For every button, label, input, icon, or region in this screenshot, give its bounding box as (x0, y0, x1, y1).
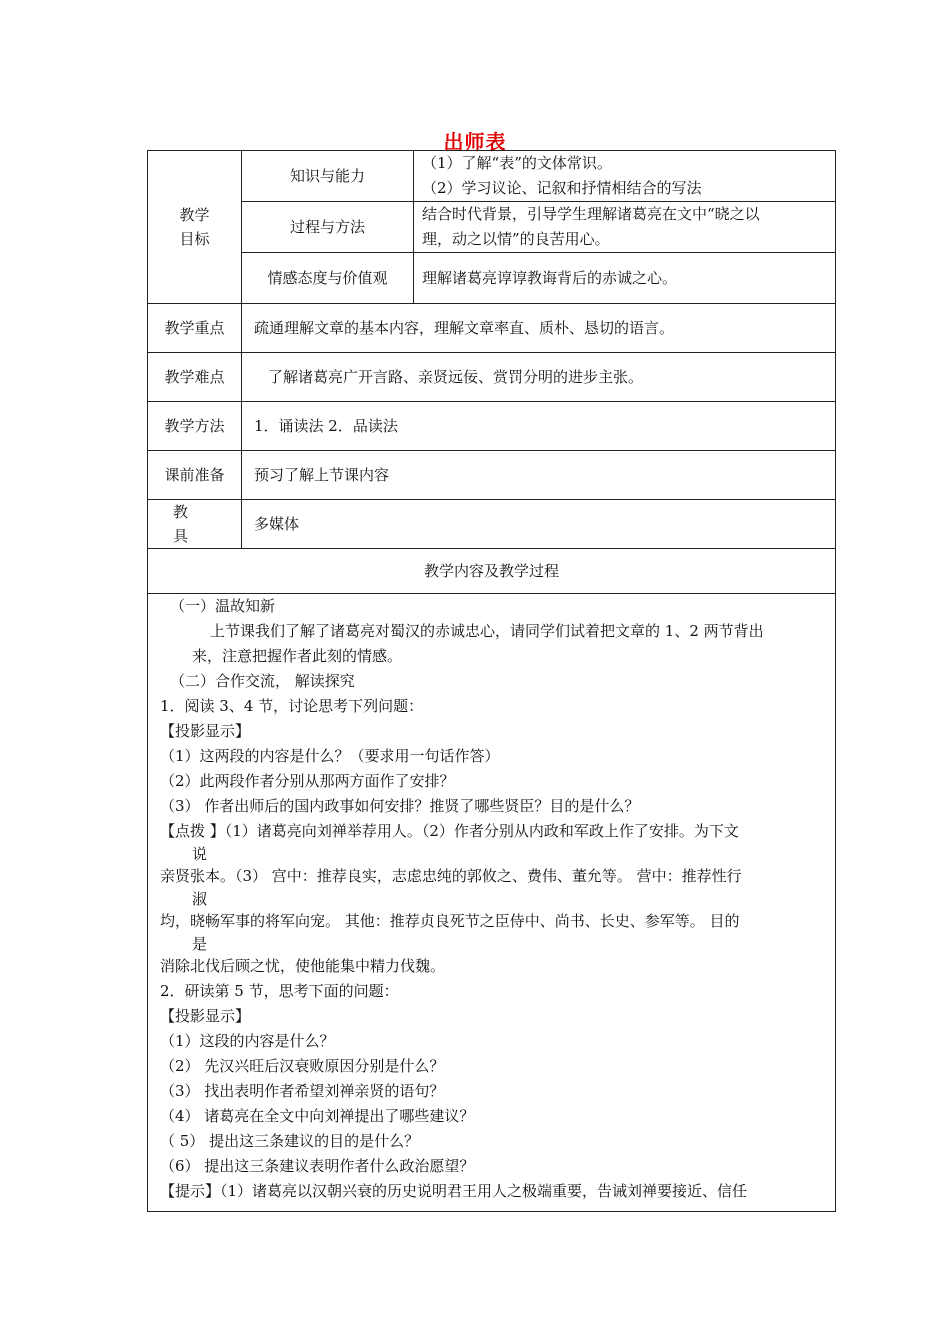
goal-process-content (414, 202, 836, 253)
goal-emotion-content (414, 253, 836, 304)
preparation-content: 预习了解上节课内容 (242, 451, 836, 500)
goal-knowledge-line: （1）了解“表”的文体常识。 (422, 154, 612, 172)
hint-wrap: 淑 (192, 890, 208, 908)
goals-label (148, 151, 242, 304)
document-title: 出师表 (443, 130, 507, 154)
question-item: （2） 先汉兴旺后汉衰败原因分别是什么？ (160, 1057, 445, 1075)
question-item: （3） 找出表明作者希望刘禅亲贤的语句？ (160, 1082, 445, 1100)
paragraph-line: 来，注意把握作者此刻的情感。 (192, 647, 403, 665)
hint-wrap: 是 (192, 935, 208, 953)
hint-line: 消除北伐后顾之忧，使他能集中精力伐魏。 (160, 957, 446, 975)
question-item: （3） 作者出师后的国内政事如何安排？推贤了哪些贤臣？目的是什么？ (160, 797, 640, 815)
question-item: （1）这段的内容是什么？ (160, 1032, 335, 1050)
goals-label-line1: 教学 (179, 206, 210, 224)
hint-line: 【提示】（1）诸葛亮以汉朝兴衰的历史说明君王用人之极端重要，告诫刘禅要接近、信任 (160, 1182, 748, 1200)
goal-knowledge-label: 知识与能力 (242, 151, 414, 202)
hint-wrap: 说 (192, 845, 208, 863)
difficulties-text: 了解诸葛亮广开言路、亲贤远佞、赏罚分明的进步主张。 (268, 368, 644, 386)
goal-process-line: 理，动之以情”的良苦用心。 (422, 230, 610, 248)
section-heading: （一）温故知新 (170, 597, 276, 615)
section-heading: （二）合作交流， 解读探究 (170, 672, 355, 690)
goal-emotion-line: 理解诸葛亮谆谆教诲背后的赤诚之心。 (422, 268, 678, 287)
question-heading: 2．研读第 5 节，思考下面的问题： (160, 982, 399, 1000)
question-item: （2）此两段作者分别从那两方面作了安排？ (160, 772, 455, 790)
goals-label-line2: 目标 (179, 230, 210, 248)
goal-process-label: 过程与方法 (242, 202, 414, 253)
goal-knowledge-content (414, 151, 836, 202)
key-points-label: 教学重点 (148, 304, 242, 353)
lesson-plan-table (147, 150, 836, 1212)
methods-label: 教学方法 (148, 402, 242, 451)
question-item: （6） 提出这三条建议表明作者什么政治愿望？ (160, 1157, 475, 1175)
key-points-content: 疏通理解文章的基本内容，理解文章率直、质朴、恳切的语言。 (242, 304, 836, 353)
process-header: 教学内容及教学过程 (148, 549, 836, 594)
paragraph-line: 上节课我们了解了诸葛亮对蜀汉的赤诚忠心，请同学们试着把文章的 1、2 两节背出 (210, 622, 764, 640)
projection-label: 【投影显示】 (160, 1007, 251, 1025)
goal-knowledge-line: （2）学习议论、记叙和抒情相结合的写法 (422, 179, 702, 197)
methods-content: 1．诵读法 2．品读法 (242, 402, 836, 451)
goal-process-line: 结合时代背景，引导学生理解诸葛亮在文中“晓之以 (422, 205, 760, 223)
tools-label (148, 500, 242, 549)
question-item: （4） 诸葛亮在全文中向刘禅提出了哪些建议？ (160, 1107, 475, 1125)
hint-line: 亲贤张本。（3） 宫中：推荐良实，志虑忠纯的郭攸之、费伟、董允等。 营中：推荐性行 (160, 867, 742, 885)
difficulties-content (242, 353, 836, 402)
process-content (148, 594, 836, 1212)
question-item: （ 5） 提出这三条建议的目的是什么？ (160, 1132, 420, 1150)
preparation-label: 课前准备 (148, 451, 242, 500)
question-item: （1）这两段的内容是什么？（要求用一句话作答） (160, 747, 500, 765)
projection-label: 【投影显示】 (160, 722, 251, 740)
hint-line: 均，晓畅军事的将军向宠。 其他：推荐贞良死节之臣侍中、尚书、长史、参军等。 目的 (160, 912, 740, 930)
question-heading: 1．阅读 3、4 节，讨论思考下列问题： (160, 697, 424, 715)
goal-emotion-label: 情感态度与价值观 (242, 253, 414, 304)
hint-line: 【点拨 】（1）诸葛亮向刘禅举荐用人。（2）作者分别从内政和军政上作了安排。为下文 (160, 822, 739, 840)
tools-content: 多媒体 (242, 500, 836, 549)
tools-label-text: 教 具 (172, 503, 216, 545)
difficulties-label: 教学难点 (148, 353, 242, 402)
